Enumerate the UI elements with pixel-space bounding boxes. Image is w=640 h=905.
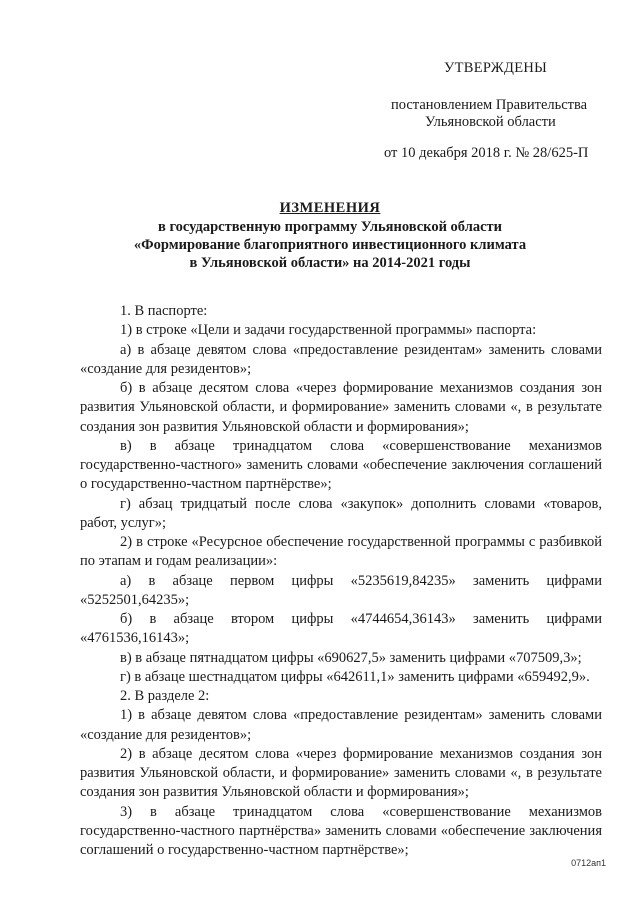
document-code: 0712ап1	[571, 858, 606, 868]
document-body	[80, 302, 602, 860]
paragraph: а) в абзаце первом цифры «5235619,84235» заменить цифрами «5252501,64235»;	[80, 572, 602, 608]
paragraph: г) в абзаце шестнадцатом цифры «642611,1» заменить цифрами «659492,9».	[120, 668, 590, 685]
document-subtitle-line-1: в государственную программу Ульяновской области	[157, 219, 502, 235]
paragraph: б) в абзаце втором цифры «4744654,36143» заменить цифрами «4761536,16143»;	[80, 611, 602, 647]
document-title: ИЗМЕНЕНИЯ	[279, 200, 381, 216]
paragraph: 2) в абзаце десятом слова «через формирование механизмов создания зон развития Ульяновской области, и формирование» заменить словами «, в результате создания зон развития Ульяновской области и формирования»;	[80, 745, 602, 801]
paragraph: б) в абзаце десятом слова «через формирование механизмов создания зон развития Ульяновской области, и формирование» заменить словами «, в результате создания зон развития Ульяновской области и формирования»;	[80, 380, 602, 435]
paragraph: 1) в строке «Цели и задачи государственной программы» паспорта:	[120, 322, 537, 339]
paragraph: 1. В паспорте:	[120, 303, 208, 319]
paragraph: в) в абзаце тринадцатом слова «совершенствование механизмов государственно-частного» заменить словами «обеспечение заключения соглашений о государственно-частном партнёрстве»;	[80, 437, 602, 493]
paragraph: в) в абзаце пятнадцатом цифры «690627,5» заменить цифрами «707509,3»;	[120, 649, 582, 666]
paragraph: 2. В разделе 2:	[120, 688, 210, 704]
paragraph: а) в абзаце девятом слова «предоставление резидентам» заменить словами «создание для резидентов»;	[80, 341, 602, 377]
document-subtitle-line-3: в Ульяновской области» на 2014-2021 годы	[189, 255, 471, 271]
paragraph: 1) в абзаце девятом слова «предоставление резидентам» заменить словами «создание для резидентов»;	[80, 707, 602, 743]
approval-date-number: от 10 декабря 2018 г. № 28/625-П	[384, 145, 589, 161]
approval-heading: УТВЕРЖДЕНЫ	[444, 60, 548, 76]
paragraph: 3) в абзаце тринадцатом слова «совершенствование механизмов государственно-частного партнёрства» заменить словами «обеспечение заключения соглашений о государственно-частном партнёрстве»;	[80, 803, 602, 858]
paragraph: г) абзац тридцатый после слова «закупок» дополнить словами «товаров, работ, услуг»;	[80, 495, 602, 531]
paragraph: 2) в строке «Ресурсное обеспечение государственной программы с разбивкой по этапам и годам реализации»:	[80, 534, 602, 570]
approval-authority: постановлением Правительства	[391, 97, 588, 113]
approval-region: Ульяновской области	[425, 114, 556, 130]
document-subtitle-line-2: «Формирование благоприятного инвестиционного климата	[133, 237, 527, 253]
